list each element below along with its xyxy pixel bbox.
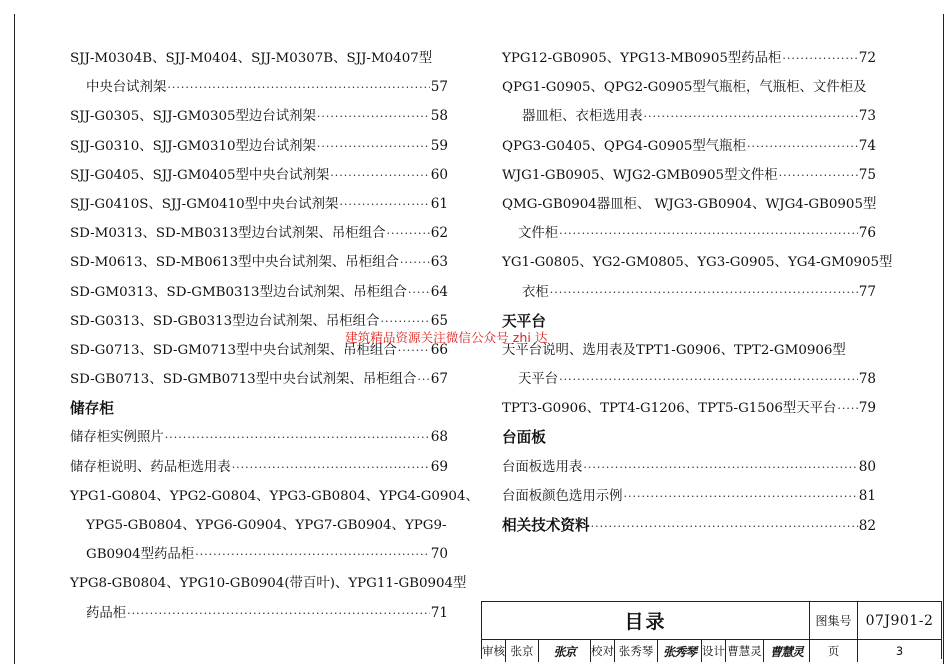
toc-entry[interactable] xyxy=(502,482,876,511)
toc-entry-page: 60 xyxy=(430,166,448,183)
checker-signature: 张秀琴 xyxy=(658,640,702,662)
toc-entry[interactable] xyxy=(502,248,893,277)
toc-entry-page: 74 xyxy=(858,137,876,154)
toc-entry[interactable] xyxy=(70,248,448,277)
toc-entry-title: SJJ-G0305、SJJ-GM0305型边台试剂架 xyxy=(70,109,316,125)
toc-entry-title: SJJ-G0405、SJJ-GM0405型中央台试剂架 xyxy=(70,167,330,183)
section-heading: 台面板 xyxy=(502,429,546,447)
review-label: 审核 xyxy=(482,640,506,662)
dot-leader xyxy=(747,132,858,161)
toc-entry[interactable] xyxy=(502,365,876,394)
toc-entry-page: 57 xyxy=(430,79,448,96)
toc-entry[interactable] xyxy=(502,394,876,423)
dot-leader xyxy=(782,44,857,73)
toc-entry[interactable] xyxy=(70,453,448,482)
toc-entry[interactable] xyxy=(70,219,448,248)
toc-entry-title: SD-G0313、SD-GB0313型边台试剂架、吊柜组合 xyxy=(70,313,380,329)
toc-entry-page: 58 xyxy=(430,108,448,125)
toc-entry[interactable] xyxy=(70,482,479,511)
dot-leader xyxy=(779,161,858,190)
toc-entry[interactable] xyxy=(70,423,448,452)
toc-entry-title: 天平台说明、选用表及TPT1-G0906、TPT2-GM0906型 xyxy=(502,342,846,358)
dot-leader xyxy=(559,365,858,394)
atlas-number: 07J901-2 xyxy=(858,602,941,640)
page-label: 页 xyxy=(810,640,858,662)
toc-entry[interactable] xyxy=(70,540,448,569)
toc-entry-title: 中央台试剂架 xyxy=(86,80,167,96)
toc-entry-title: 台面板选用表 xyxy=(502,459,583,475)
toc-entry-page: 76 xyxy=(858,225,876,242)
toc-entry-title: QPG1-G0905、QPG2-G0905型气瓶柜，气瓶柜、文件柜及 xyxy=(502,80,867,96)
page-number: 3 xyxy=(895,644,904,658)
toc-entry[interactable] xyxy=(70,132,448,161)
dot-leader xyxy=(591,512,858,541)
toc-entry[interactable] xyxy=(70,161,448,190)
reviewer-signature: 张京 xyxy=(539,640,591,662)
toc-entry[interactable] xyxy=(502,219,876,248)
toc-entry[interactable] xyxy=(502,190,876,219)
dot-leader xyxy=(559,219,858,248)
toc-entry-page: 62 xyxy=(430,225,448,242)
toc-entry-page: 59 xyxy=(430,137,448,154)
toc-entry-page: 77 xyxy=(858,283,876,300)
dot-leader xyxy=(317,102,430,131)
dot-leader xyxy=(317,132,430,161)
toc-entry-page: 75 xyxy=(858,166,876,183)
toc-entry[interactable] xyxy=(502,511,876,540)
toc-entry-title: 天平台 xyxy=(518,372,559,388)
toc-entry-page: 67 xyxy=(430,371,448,388)
section-heading: 储存柜 xyxy=(70,400,114,418)
toc-entry[interactable] xyxy=(502,453,876,482)
dot-leader xyxy=(837,394,857,423)
toc-entry-title: SJJ-G0310、SJJ-GM0310型边台试剂架 xyxy=(70,138,316,154)
toc-entry-title: 台面板颜色选用示例 xyxy=(502,488,623,504)
toc-entry-page: 71 xyxy=(430,604,448,621)
dot-leader xyxy=(386,219,429,248)
toc-entry-title: YPG12-GB0905、YPG13-MB0905型药品柜 xyxy=(502,51,782,66)
toc-entry-page: 64 xyxy=(430,283,448,300)
toc-entry-page: 73 xyxy=(858,108,876,125)
dot-leader xyxy=(624,482,858,511)
dot-leader xyxy=(417,365,429,394)
toc-entry-page: 61 xyxy=(430,195,448,212)
toc-entry-title: QPG3-G0405、QPG4-G0905型气瓶柜 xyxy=(502,138,746,154)
dot-leader xyxy=(167,73,429,102)
toc-entry-title: 相关技术资料 xyxy=(502,517,590,534)
dot-leader xyxy=(583,453,857,482)
toc-entry-page: 66 xyxy=(430,341,448,358)
toc-entry[interactable] xyxy=(502,44,876,73)
toc-entry-title: YPG1-G0804、YPG2-G0804、YPG3-GB0804、YPG4-G0904、 xyxy=(70,488,479,504)
dot-leader xyxy=(400,248,430,277)
checker-name: 张秀琴 xyxy=(615,640,658,662)
toc-entry-title: YG1-G0805、YG2-GM0805、YG3-G0905、YG4-GM0905型 xyxy=(502,255,893,271)
dot-leader xyxy=(550,278,858,307)
dot-leader xyxy=(644,102,858,131)
toc-entry[interactable] xyxy=(70,599,448,628)
toc-entry-page: 68 xyxy=(430,429,448,446)
designer-signature: 曹慧灵 xyxy=(764,640,810,662)
toc-entry[interactable] xyxy=(502,278,876,307)
toc-entry-title: QMG-GB0904器皿柜、 WJG3-GB0904、WJG4-GB0905型 xyxy=(502,196,877,212)
title-block xyxy=(481,601,942,659)
dot-leader xyxy=(330,161,429,190)
toc-entry[interactable] xyxy=(70,44,448,73)
dot-leader xyxy=(339,190,429,219)
dot-leader xyxy=(195,540,430,569)
toc-entry-title: 储存柜说明、药品柜选用表 xyxy=(70,459,231,475)
toc-entry[interactable] xyxy=(502,102,876,131)
toc-entry[interactable] xyxy=(502,336,876,365)
check-label: 校对 xyxy=(591,640,615,662)
toc-entry-title: 衣柜 xyxy=(522,284,549,300)
toc-entry[interactable] xyxy=(70,278,448,307)
designer-name: 曹慧灵 xyxy=(726,640,764,662)
dot-leader xyxy=(127,599,430,628)
toc-entry-title: SD-M0613、SD-MB0613型中央台试剂架、吊柜组合 xyxy=(70,255,399,271)
toc-entry[interactable] xyxy=(502,132,876,161)
toc-entry[interactable] xyxy=(70,102,448,131)
design-label: 设计 xyxy=(702,640,726,662)
toc-entry-title: TPT3-G0906、TPT4-G1206、TPT5-G1506型天平台 xyxy=(502,401,837,417)
toc-entry-page: 79 xyxy=(858,400,876,417)
drawing-title: 目录 xyxy=(482,602,810,640)
atlas-number-label: 图集号 xyxy=(810,602,858,640)
dot-leader xyxy=(408,278,430,307)
toc-right-column xyxy=(502,44,893,540)
toc-entry[interactable] xyxy=(70,190,448,219)
toc-entry-title: 药品柜 xyxy=(86,605,127,621)
toc-entry-page: 80 xyxy=(858,458,876,475)
toc-entry-page: 78 xyxy=(858,371,876,388)
toc-entry[interactable] xyxy=(70,569,467,598)
toc-entry[interactable] xyxy=(70,511,448,540)
toc-entry-title: YPG5-GB0804、YPG6-G0904、YPG7-GB0904、YPG9- xyxy=(86,518,447,533)
toc-entry-title: SD-GM0313、SD-GMB0313型边台试剂架、吊柜组合 xyxy=(70,284,407,300)
toc-entry-page: 65 xyxy=(430,312,448,329)
toc-entry-title: SD-GB0713、SD-GMB0713型中央台试剂架、吊柜组合 xyxy=(70,372,417,388)
toc-entry[interactable] xyxy=(502,161,876,190)
toc-entry-page: 82 xyxy=(858,518,876,534)
toc-entry-title: SD-G0713、SD-GM0713型中央台试剂架、吊柜组合 xyxy=(70,342,397,358)
toc-entry[interactable] xyxy=(70,73,448,102)
toc-entry-title: WJG1-GB0905、WJG2-GMB0905型文件柜 xyxy=(502,167,778,183)
section-heading: 天平台 xyxy=(502,312,546,330)
toc-entry-title: 文件柜 xyxy=(518,226,559,242)
toc-entry-page: 70 xyxy=(430,546,448,563)
toc-entry-page: 63 xyxy=(430,254,448,271)
toc-entry-title: SJJ-M0304B、SJJ-M0404、SJJ-M0307B、SJJ-M0407型 xyxy=(70,51,433,66)
toc-entry[interactable] xyxy=(70,365,448,394)
watermark-text: 建筑精品资源关注微信公众号 zhi 达 xyxy=(345,330,548,345)
toc-entry-title: GB0904型药品柜 xyxy=(86,547,195,563)
toc-entry-title: 器皿柜、衣柜选用表 xyxy=(522,109,643,125)
toc-entry-title: YPG8-GB0804、YPG10-GB0904(带百叶)、YPG11-GB0904型 xyxy=(70,576,467,592)
toc-entry-page: 69 xyxy=(430,458,448,475)
toc-entry-page: 72 xyxy=(858,50,876,66)
dot-leader xyxy=(165,423,430,452)
toc-entry[interactable] xyxy=(502,73,876,102)
toc-entry-title: SJJ-G0410S、SJJ-GM0410型中央台试剂架 xyxy=(70,196,339,212)
toc-entry-page: 81 xyxy=(858,487,876,504)
toc-entry-title: 储存柜实例照片 xyxy=(70,430,164,446)
dot-leader xyxy=(232,453,430,482)
toc-entry-title: SD-M0313、SD-MB0313型边台试剂架、吊柜组合 xyxy=(70,226,386,242)
reviewer-name: 张京 xyxy=(506,640,539,662)
